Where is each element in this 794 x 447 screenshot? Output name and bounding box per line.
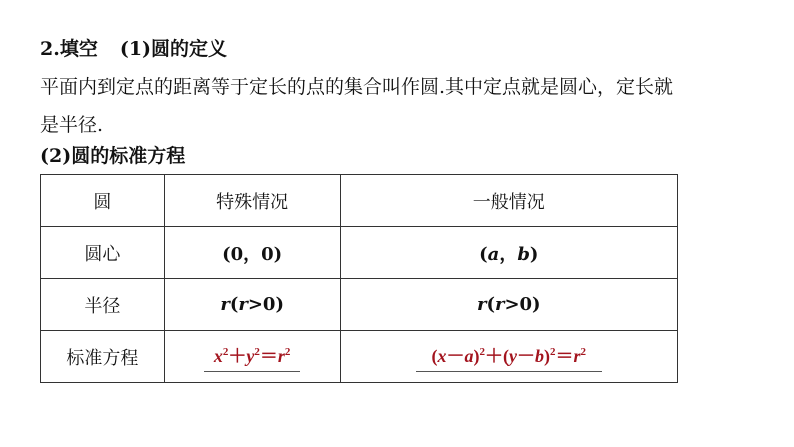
center-special: (0，0) (164, 227, 340, 279)
row-label-center: 圆心 (41, 227, 165, 279)
equation-general-answer: $(x-a)^2+(y-b)^2=r^2$ (416, 342, 603, 372)
section-heading (40, 34, 227, 61)
row-label-radius: 半径 (41, 279, 165, 331)
table-row-center (41, 227, 678, 279)
row-label-equation: 标准方程 (41, 331, 165, 383)
header-cell-general: 一般情况 (340, 175, 677, 227)
table-header-row (41, 175, 678, 227)
header-cell-circle: 圆 (41, 175, 165, 227)
subsection-title-1: (1)圆的定义 (119, 38, 228, 60)
radius-general: r(r>0) (340, 279, 677, 331)
table-row-radius (41, 279, 678, 331)
subsection-title-2: (2)圆的标准方程 (40, 145, 186, 167)
radius-special: r(r>0) (164, 279, 340, 331)
header-cell-special: 特殊情况 (164, 175, 340, 227)
equation-general (340, 331, 677, 383)
table-row-equation (41, 331, 678, 383)
equation-special (164, 331, 340, 383)
equation-special-answer: $x^2+y^2=r^2$ (204, 342, 301, 372)
definition-line-2: 是半径. (40, 114, 104, 136)
center-general: (a，b) (340, 227, 677, 279)
circle-equation-table (40, 174, 678, 383)
definition-line-1: 平面内到定点的距离等于定长的点的集合叫作圆.其中定点就是圆心，定长就 (40, 76, 674, 98)
section-number: 2.填空 (40, 38, 98, 60)
